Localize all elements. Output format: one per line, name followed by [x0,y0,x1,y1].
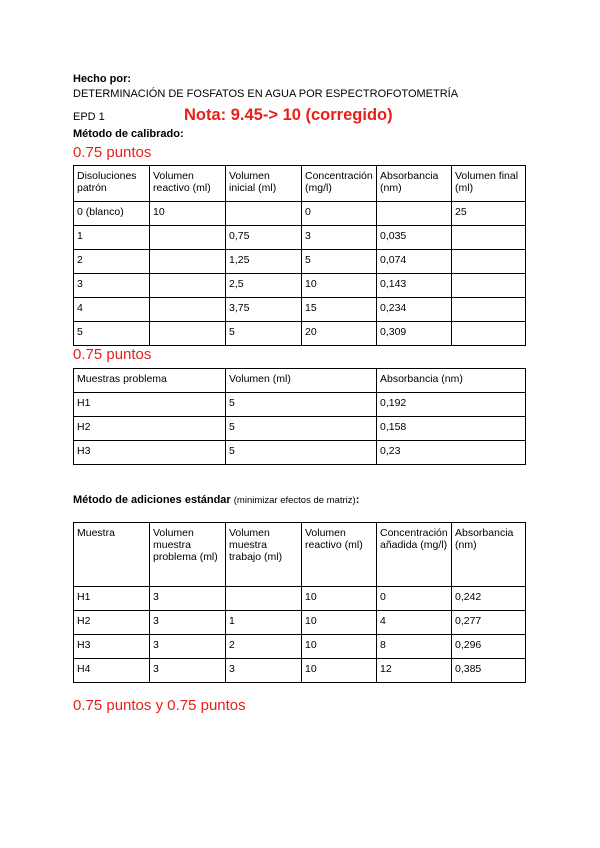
table-cell [150,322,226,346]
table-cell: H2 [74,611,150,635]
table-header-cell: Muestras problema [74,369,226,393]
table-cell [150,274,226,298]
table-cell: H1 [74,393,226,417]
table-row [74,226,526,250]
table-row [74,441,526,465]
table-cell: H2 [74,417,226,441]
calibration-heading: Método de calibrado: [73,128,184,140]
table-cell: 0,277 [452,611,526,635]
table-header-cell: Absorbancia (nm) [377,166,452,202]
standard-additions-note: (minimizar efectos de matriz) [233,495,356,506]
table-cell: 10 [302,635,377,659]
table-row [74,417,526,441]
table-cell: 10 [302,274,377,298]
table-header-cell: Volumen (ml) [226,369,377,393]
table-cell [452,226,526,250]
table-header-cell: Volumen muestra trabajo (ml) [226,523,302,587]
table-cell: 0,296 [452,635,526,659]
standard-additions-table [73,522,526,683]
table-cell: 2,5 [226,274,302,298]
points-note-2: 0.75 puntos [73,346,152,363]
document-title: DETERMINACIÓN DE FOSFATOS EN AGUA POR ESPECTROFOTOMETRÍA [73,88,459,100]
table-cell: 15 [302,298,377,322]
table-cell: 0,234 [377,298,452,322]
table-cell: 4 [377,611,452,635]
table-cell: 0,385 [452,659,526,683]
table-cell: 0,23 [377,441,526,465]
table-header-cell: Disoluciones patrón [74,166,150,202]
table-cell [150,226,226,250]
table-cell [452,250,526,274]
author-label: Hecho por: [73,73,132,85]
table-cell: 12 [377,659,452,683]
table-cell: 3 [226,659,302,683]
table-cell: 2 [74,250,150,274]
table-cell: 5 [226,393,377,417]
table-cell [226,587,302,611]
table-row [74,587,526,611]
table-cell: 3,75 [226,298,302,322]
table-header-cell: Volumen reactivo (ml) [150,166,226,202]
table-cell: 0,143 [377,274,452,298]
table-cell [452,274,526,298]
table-cell: 10 [302,587,377,611]
table-cell: 0,074 [377,250,452,274]
table-cell: 3 [302,226,377,250]
table-cell: 0 (blanco) [74,202,150,226]
table-cell: 5 [302,250,377,274]
table-cell: H4 [74,659,150,683]
table-cell: H3 [74,635,150,659]
table-header-row [74,523,526,587]
points-note-3: 0.75 puntos y 0.75 puntos [73,697,246,714]
points-note-1: 0.75 puntos [73,144,152,161]
sample-table [73,368,526,465]
calibration-table [73,165,526,346]
table-cell: 10 [302,611,377,635]
table-cell: 3 [150,611,226,635]
table-cell: 1,25 [226,250,302,274]
table-cell [452,298,526,322]
standard-additions-heading [73,494,359,506]
table-cell: 0,242 [452,587,526,611]
table-header-cell: Volumen muestra problema (ml) [150,523,226,587]
standard-additions-colon: : [355,494,360,506]
table-cell: 5 [226,417,377,441]
table-header-cell: Concentración añadida (mg/l) [377,523,452,587]
table-row [74,611,526,635]
table-cell: 1 [74,226,150,250]
table-cell: 0,192 [377,393,526,417]
table-header-cell: Volumen inicial (ml) [226,166,302,202]
table-cell: 3 [150,659,226,683]
table-cell [377,202,452,226]
table-cell: 4 [74,298,150,322]
table-header-cell: Absorbancia (nm) [377,369,526,393]
table-cell: 3 [150,635,226,659]
table-header-row [74,369,526,393]
table-row [74,659,526,683]
table-header-cell: Absorbancia (nm) [452,523,526,587]
table-cell [150,298,226,322]
table-row [74,635,526,659]
table-header-cell: Muestra [74,523,150,587]
table-cell: H3 [74,441,226,465]
table-cell: 1 [226,611,302,635]
table-cell: 8 [377,635,452,659]
table-row [74,274,526,298]
table-header-cell: Volumen final (ml) [452,166,526,202]
table-cell: 0,035 [377,226,452,250]
table-row [74,298,526,322]
table-row [74,393,526,417]
table-cell: 5 [74,322,150,346]
table-header-cell: Concentración (mg/l) [302,166,377,202]
table-row [74,250,526,274]
table-cell: 3 [74,274,150,298]
table-cell: 3 [150,587,226,611]
table-cell: 25 [452,202,526,226]
table-cell: 5 [226,441,377,465]
table-cell [150,250,226,274]
table-row [74,202,526,226]
table-header-cell: Volumen reactivo (ml) [302,523,377,587]
table-header-row [74,166,526,202]
epd-label: EPD 1 [73,111,105,123]
table-cell: H1 [74,587,150,611]
table-cell [452,322,526,346]
table-cell: 10 [150,202,226,226]
table-cell: 0,75 [226,226,302,250]
table-cell: 20 [302,322,377,346]
table-cell: 5 [226,322,302,346]
table-cell: 2 [226,635,302,659]
standard-additions-title: Método de adiciones estándar [73,494,231,506]
table-cell: 0,309 [377,322,452,346]
table-cell: 0,158 [377,417,526,441]
table-cell [226,202,302,226]
grade-note: Nota: 9.45-> 10 (corregido) [184,106,393,124]
table-cell: 0 [302,202,377,226]
table-cell: 0 [377,587,452,611]
table-row [74,322,526,346]
table-cell: 10 [302,659,377,683]
